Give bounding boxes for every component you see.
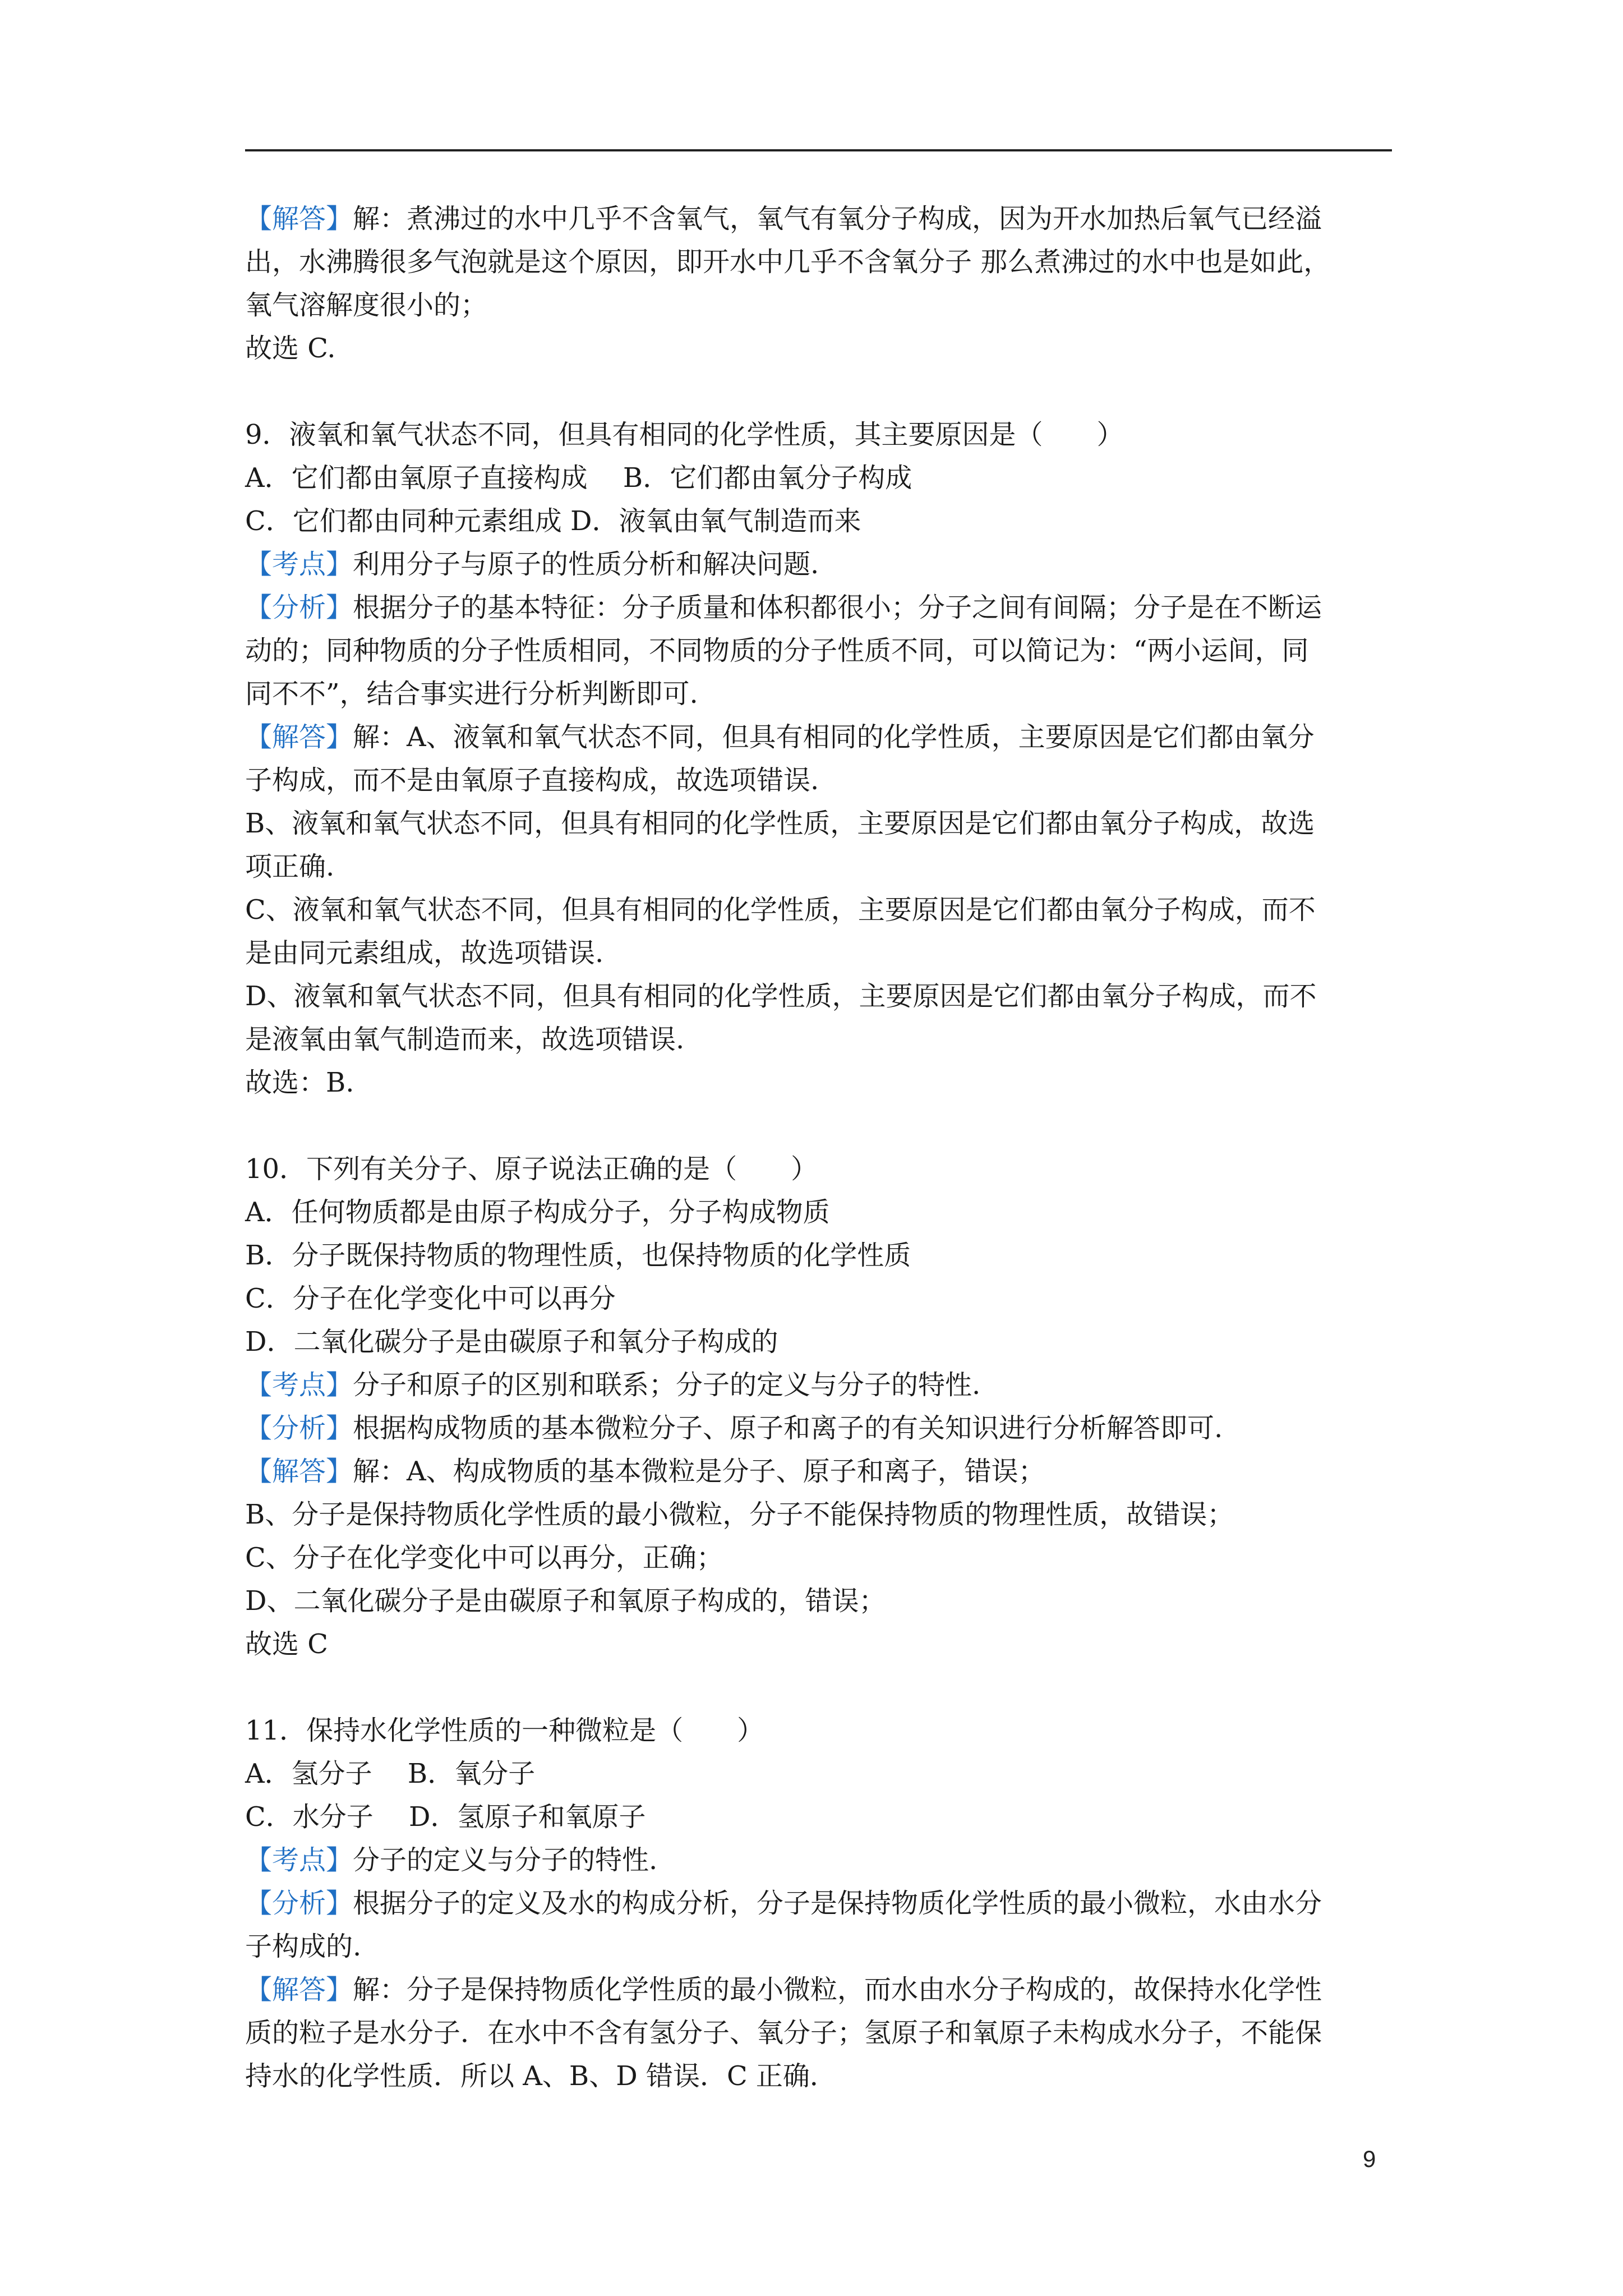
text-line — [245, 1320, 1392, 1364]
text-line — [245, 802, 1392, 845]
text-line — [245, 845, 1392, 889]
text-line — [245, 1580, 1392, 1623]
line-text: C．水分子 D．氢原子和氧原子 — [245, 1801, 646, 1833]
text-line — [245, 284, 1392, 327]
text-line — [245, 2012, 1392, 2055]
line-text: 11．保持水化学性质的一种微粒是（ ） — [245, 1715, 764, 1746]
text-line — [245, 1623, 1392, 1666]
line-text: 分子和原子的区别和联系；分子的定义与分子的特性. — [353, 1369, 981, 1401]
text-line — [245, 413, 1392, 457]
line-text: A．任何物质都是由原子构成分子，分子构成物质 — [245, 1197, 830, 1228]
line-text: 根据构成物质的基本微粒分子、原子和离子的有关知识进行分析解答即可. — [353, 1412, 1223, 1444]
line-text: C、分子在化学变化中可以再分，正确； — [245, 1542, 723, 1573]
text-line — [245, 1148, 1392, 1191]
line-text: D、二氧化碳分子是由碳原子和氧原子构成的，错误； — [245, 1585, 886, 1617]
text-line — [245, 889, 1392, 932]
text-line — [245, 327, 1392, 370]
text-line — [245, 1536, 1392, 1580]
question-block — [245, 413, 1392, 1105]
text-line — [245, 500, 1392, 543]
line-text: 项正确. — [245, 851, 335, 882]
section-tag: 【分析】 — [245, 1412, 353, 1444]
line-text: D．二氧化碳分子是由碳原子和氧分子构成的 — [245, 1326, 778, 1358]
text-line — [245, 629, 1392, 673]
line-text: 解：A、构成物质的基本微粒是分子、原子和离子，错误； — [353, 1456, 1045, 1487]
text-line — [245, 1752, 1392, 1796]
text-line — [245, 759, 1392, 802]
text-line — [245, 1018, 1392, 1061]
text-line — [245, 1277, 1392, 1320]
line-text: 解：分子是保持物质化学性质的最小微粒，而水由水分子构成的，故保持水化学性 — [353, 1974, 1322, 2005]
line-text: 分子的定义与分子的特性. — [353, 1844, 658, 1876]
question-block — [245, 1709, 1392, 2098]
line-text: 故选 C — [245, 1628, 328, 1660]
line-text: C．它们都由同种元素组成 D．液氧由氧气制造而来 — [245, 505, 861, 537]
line-text: 是液氧由氧气制造而来，故选项错误. — [245, 1024, 685, 1055]
text-line — [245, 2055, 1392, 2098]
line-text: 动的；同种物质的分子性质相同，不同物质的分子性质不同，可以简记为：“两小运间，同 — [245, 635, 1309, 666]
text-line — [245, 241, 1392, 284]
section-tag: 【解答】 — [245, 203, 353, 234]
section-tag: 【考点】 — [245, 1369, 353, 1401]
text-line — [245, 1364, 1392, 1407]
text-line — [245, 586, 1392, 629]
line-text: 质的粒子是水分子．在水中不含有氢分子、氧分子；氢原子和氧原子未构成水分子，不能保 — [245, 2017, 1322, 2049]
text-line — [245, 1061, 1392, 1105]
section-tag: 【解答】 — [245, 1456, 353, 1487]
line-text: 解：A、液氧和氧气状态不同，但具有相同的化学性质，主要原因是它们都由氧分 — [353, 721, 1315, 753]
line-text: 根据分子的基本特征：分子质量和体积都很小；分子之间有间隔；分子是在不断运 — [353, 592, 1322, 623]
line-text: A．它们都由氧原子直接构成 B．它们都由氧分子构成 — [245, 462, 912, 494]
document-body — [245, 197, 1392, 2098]
text-line — [245, 1839, 1392, 1882]
paragraph-gap — [245, 370, 1392, 413]
section-tag: 【考点】 — [245, 1844, 353, 1876]
header-rule — [245, 149, 1392, 151]
paragraph-gap — [245, 1105, 1392, 1148]
line-text: 是由同元素组成，故选项错误. — [245, 937, 604, 969]
text-line — [245, 1450, 1392, 1493]
text-line — [245, 1234, 1392, 1277]
section-tag: 【分析】 — [245, 1888, 353, 1919]
text-line — [245, 1882, 1392, 1925]
line-text: C、液氧和氧气状态不同，但具有相同的化学性质，主要原因是它们都由氧分子构成，而不 — [245, 894, 1316, 926]
line-text: 持水的化学性质．所以 A、B、D 错误．C 正确． — [245, 2060, 837, 2092]
page-number: 9 — [1363, 2146, 1376, 2172]
line-text: 根据分子的定义及水的构成分析，分子是保持物质化学性质的最小微粒，水由水分 — [353, 1888, 1322, 1919]
line-text: 解：煮沸过的水中几乎不含氧气，氧气有氧分子构成，因为开水加热后氧气已经溢 — [353, 203, 1322, 234]
text-line — [245, 932, 1392, 975]
line-text: B．分子既保持物质的物理性质，也保持物质的化学性质 — [245, 1240, 911, 1271]
line-text: 故选：B. — [245, 1067, 354, 1098]
text-line — [245, 1925, 1392, 1968]
section-tag: 【考点】 — [245, 549, 353, 580]
line-text: 10．下列有关分子、原子说法正确的是（ ） — [245, 1153, 818, 1185]
line-text: C．分子在化学变化中可以再分 — [245, 1283, 616, 1314]
text-line — [245, 1191, 1392, 1234]
section-tag: 【解答】 — [245, 1974, 353, 2005]
line-text: 9．液氧和氧气状态不同，但具有相同的化学性质，其主要原因是（ ） — [245, 419, 1124, 450]
text-line — [245, 457, 1392, 500]
paragraph-gap — [245, 1666, 1392, 1709]
line-text: 利用分子与原子的性质分析和解决问题. — [353, 549, 819, 580]
text-line — [245, 673, 1392, 716]
line-text: 子构成，而不是由氧原子直接构成，故选项错误. — [245, 765, 819, 796]
line-text: 出，水沸腾很多气泡就是这个原因，即开水中几乎不含氧分子 那么煮沸过的水中也是如此， — [245, 246, 1331, 278]
line-text: 氧气溶解度很小的； — [245, 289, 488, 321]
question-block — [245, 197, 1392, 370]
line-text: B、分子是保持物质化学性质的最小微粒，分子不能保持物质的物理性质，故错误； — [245, 1499, 1234, 1530]
text-line — [245, 1493, 1392, 1536]
text-line — [245, 1709, 1392, 1752]
section-tag: 【分析】 — [245, 592, 353, 623]
text-line — [245, 975, 1392, 1018]
line-text: 同不不”，结合事实进行分析判断即可. — [245, 678, 698, 710]
text-line — [245, 197, 1392, 241]
line-text: B、液氧和氧气状态不同，但具有相同的化学性质，主要原因是它们都由氧分子构成，故选 — [245, 808, 1315, 839]
text-line — [245, 1796, 1392, 1839]
text-line — [245, 716, 1392, 759]
line-text: D、液氧和氧气状态不同，但具有相同的化学性质，主要原因是它们都由氧分子构成，而不 — [245, 981, 1317, 1012]
text-line — [245, 1968, 1392, 2012]
text-line — [245, 543, 1392, 586]
text-line — [245, 1407, 1392, 1450]
line-text: 子构成的. — [245, 1931, 362, 1962]
section-tag: 【解答】 — [245, 721, 353, 753]
line-text: 故选 C. — [245, 333, 336, 364]
line-text: A．氢分子 B．氧分子 — [245, 1758, 536, 1789]
question-block — [245, 1148, 1392, 1666]
